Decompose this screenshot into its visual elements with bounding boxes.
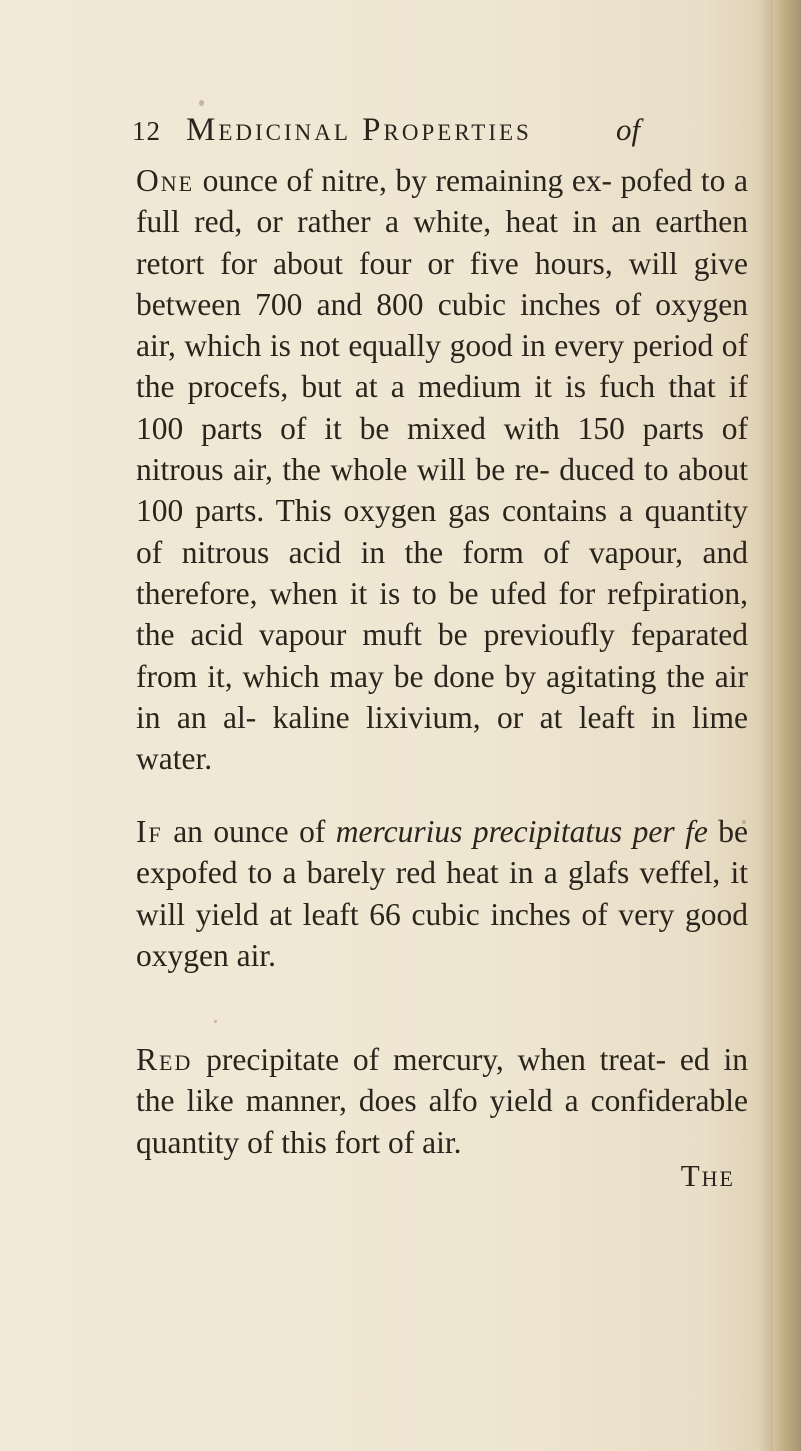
catchword: The (680, 1158, 735, 1193)
page-binding-edge (773, 0, 801, 1451)
paragraph-body-end: be expofed to a barely red heat in a glafs veffel, it will yield at leaft 66 cubic inches of very good oxygen air. (136, 814, 749, 973)
paragraph-body: precipitate of mercury, when treat- ed in the like manner, does alfo yield a confiderable quantity of this fort of air. (136, 1042, 748, 1160)
paragraph-italic-term: mercurius precipitatus per fe (335, 814, 708, 849)
running-head (132, 112, 752, 156)
paragraph-lead-word: Red (136, 1042, 193, 1077)
binding-shadow (759, 0, 773, 1451)
paragraph-lead-word: If (136, 814, 163, 849)
paragraph-lead-word: One (136, 163, 195, 198)
paragraph-mercurius (136, 811, 748, 976)
paragraph-body: ounce of nitre, by remaining ex- pofed to a full red, or rather a white, heat in an earthen retort for about four or five hours, will give between 700 and 800 cubic inches of oxygen air, which is not equally good in every period of the procefs, but at a medium it is fuch that if 100 parts of it be mixed with 150 parts of nitrous air, the whole will be re- duced to about 100 parts. This oxygen gas contains a quantity of nitrous acid in the form of vapour, and therefore, when it is to be ufed for refpiration, the acid vapour muft be previoufly feparated from it, which may be done by agitating the air in an al- kaline lixivium, or at leaft in lime water. (136, 163, 748, 777)
page-number: 12 (132, 116, 161, 146)
ink-speck (199, 100, 204, 106)
paragraph-body-start: an ounce of (162, 814, 336, 849)
paragraph-red-precipitate (136, 1039, 748, 1163)
paragraph-nitre (136, 160, 748, 779)
ink-speck (214, 1020, 217, 1023)
running-head-of: of (616, 112, 641, 147)
running-head-title: Medicinal Properties (186, 112, 532, 148)
